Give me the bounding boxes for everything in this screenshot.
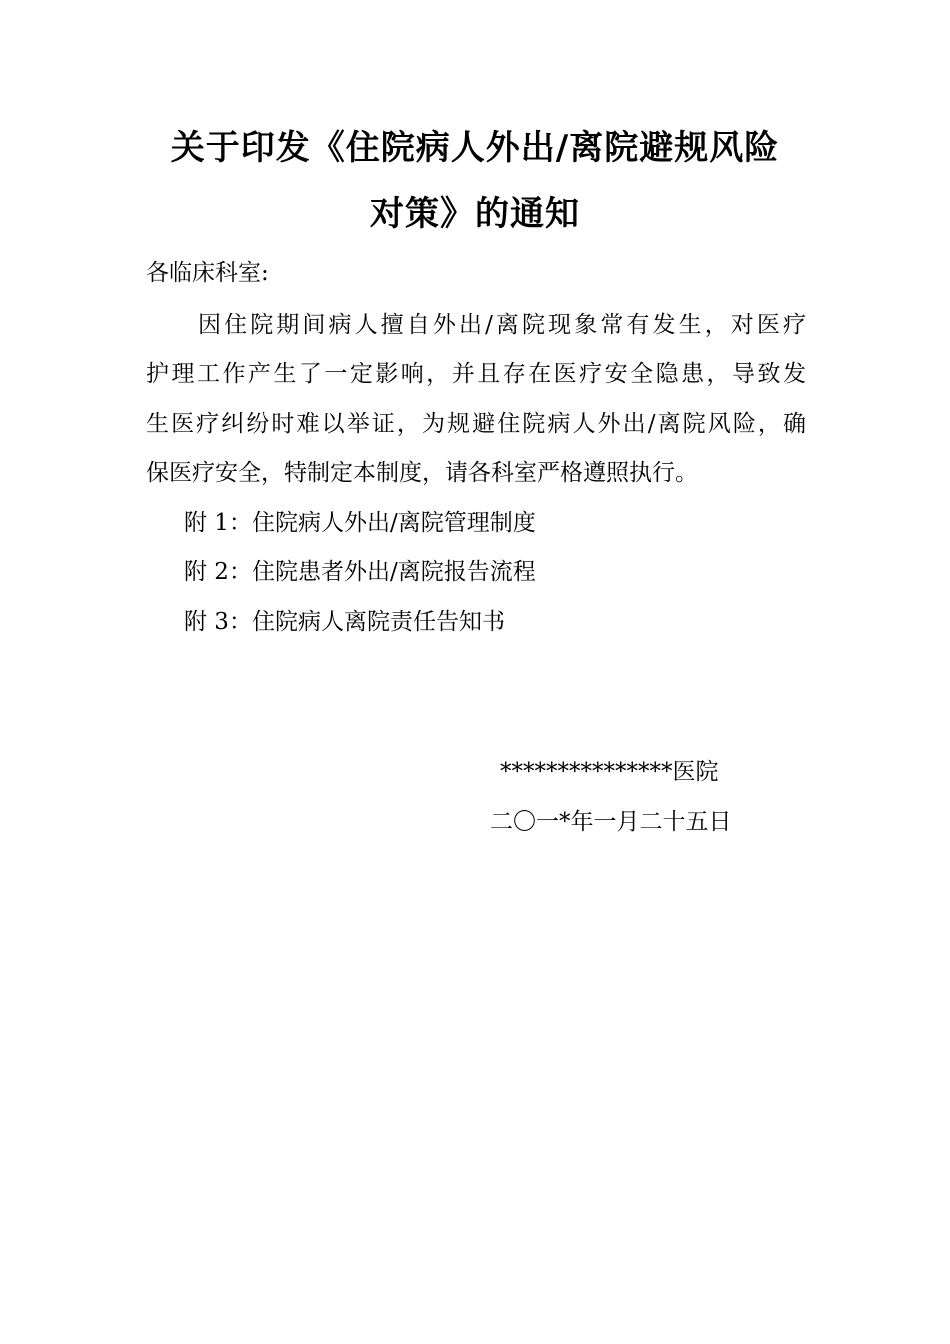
- body-line-3: 生医疗纠纷时难以举证，为规避住院病人外出/离院风险，确: [146, 411, 806, 437]
- body-line-1: 因住院期间病人擅自外出/离院现象常有发生，对医疗: [198, 312, 806, 338]
- body-line-2: 护理工作产生了一定影响，并且存在医疗安全隐患，导致发: [146, 361, 806, 387]
- salutation: 各临床科室:: [146, 260, 269, 286]
- issue-date: 二〇一*年一月二十五日: [490, 809, 732, 835]
- attachment-3: 附 3：住院病人离院责任告知书: [184, 609, 505, 635]
- document-title-line-2: 对策》的通知: [370, 194, 580, 234]
- issuer-name: ***************医院: [500, 759, 719, 785]
- body-line-4: 保医疗安全，特制定本制度，请各科室严格遵照执行。: [146, 460, 698, 486]
- document-title-line-1: 关于印发《住院病人外出/离院避规风险: [170, 128, 780, 168]
- attachment-1: 附 1：住院病人外出/离院管理制度: [184, 510, 536, 536]
- attachment-2: 附 2：住院患者外出/离院报告流程: [184, 559, 536, 585]
